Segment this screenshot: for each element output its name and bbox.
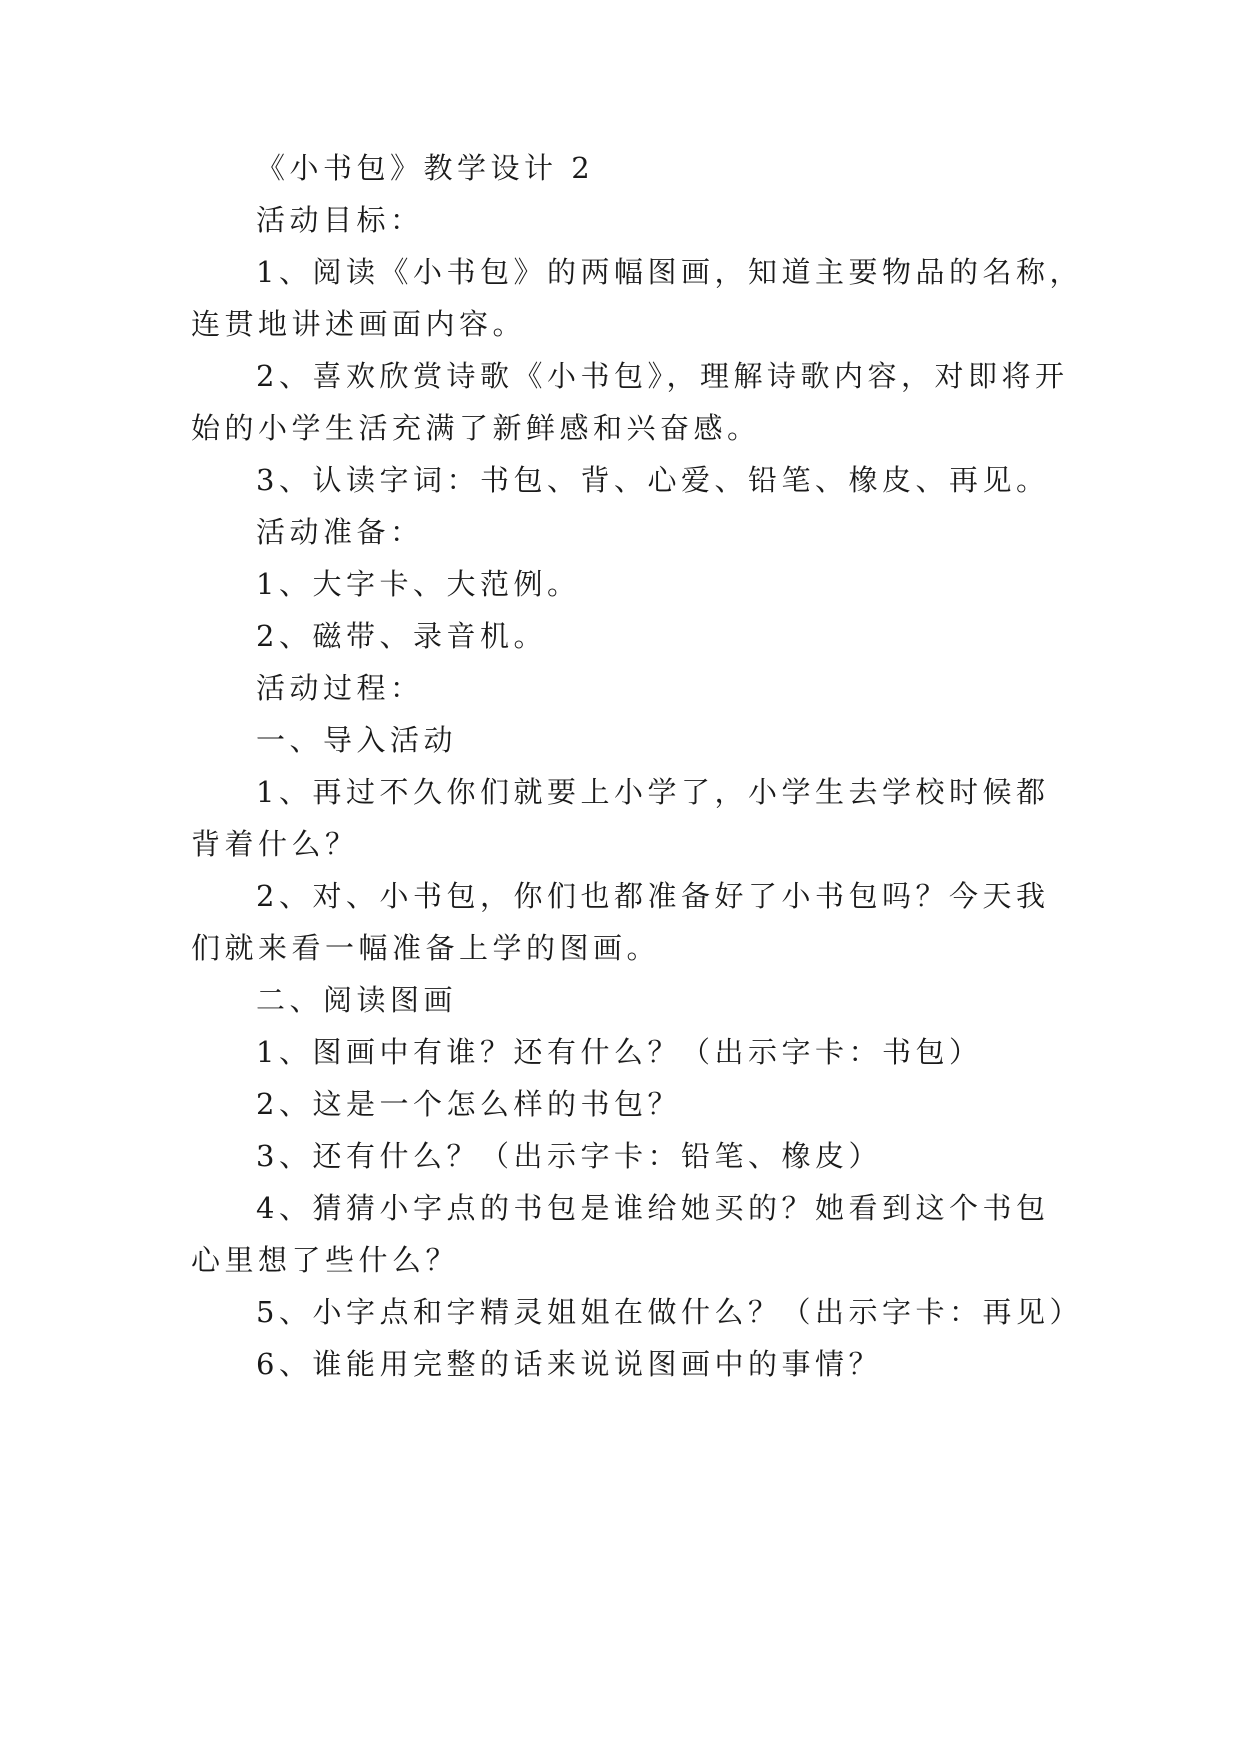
section-heading-preparation: 活动准备： bbox=[256, 515, 424, 549]
paragraph-line: 1、阅读《小书包》的两幅图画，知道主要物品的名称， bbox=[256, 255, 1083, 289]
paragraph-line: 3、认读字词：书包、背、心爱、铅笔、橡皮、再见。 bbox=[256, 463, 1050, 497]
paragraph-line: 背着什么？ bbox=[191, 827, 359, 861]
subsection-heading: 一、导入活动 bbox=[256, 723, 458, 757]
paragraph-line: 们就来看一幅准备上学的图画。 bbox=[191, 931, 661, 965]
paragraph-line: 2、对、小书包，你们也都准备好了小书包吗？今天我 bbox=[256, 879, 1050, 913]
paragraph-line: 2、这是一个怎么样的书包？ bbox=[256, 1087, 681, 1121]
paragraph-line: 2、磁带、录音机。 bbox=[256, 619, 547, 653]
paragraph-line: 心里想了些什么？ bbox=[191, 1243, 460, 1277]
paragraph-line: 始的小学生活充满了新鲜感和兴奋感。 bbox=[191, 411, 761, 445]
paragraph-line: 4、猜猜小字点的书包是谁给她买的？她看到这个书包 bbox=[256, 1191, 1050, 1225]
paragraph-line: 1、大字卡、大范例。 bbox=[256, 567, 581, 601]
subsection-heading: 二、阅读图画 bbox=[256, 983, 458, 1017]
paragraph-line: 3、还有什么？（出示字卡：铅笔、橡皮） bbox=[256, 1139, 882, 1173]
paragraph-line: 1、再过不久你们就要上小学了，小学生去学校时候都 bbox=[256, 775, 1050, 809]
paragraph-line: 2、喜欢欣赏诗歌《小书包》，理解诗歌内容，对即将开 bbox=[256, 359, 1069, 393]
paragraph-line: 1、图画中有谁？还有什么？（出示字卡：书包） bbox=[256, 1035, 983, 1069]
section-heading-process: 活动过程： bbox=[256, 671, 424, 705]
section-heading-goals: 活动目标： bbox=[256, 203, 424, 237]
document-title: 《小书包》教学设计 2 bbox=[256, 151, 595, 185]
paragraph-line: 5、小字点和字精灵姐姐在做什么？（出示字卡：再见） bbox=[256, 1295, 1083, 1329]
paragraph-line: 连贯地讲述画面内容。 bbox=[191, 307, 527, 341]
paragraph-line: 6、谁能用完整的话来说说图画中的事情？ bbox=[256, 1347, 882, 1381]
